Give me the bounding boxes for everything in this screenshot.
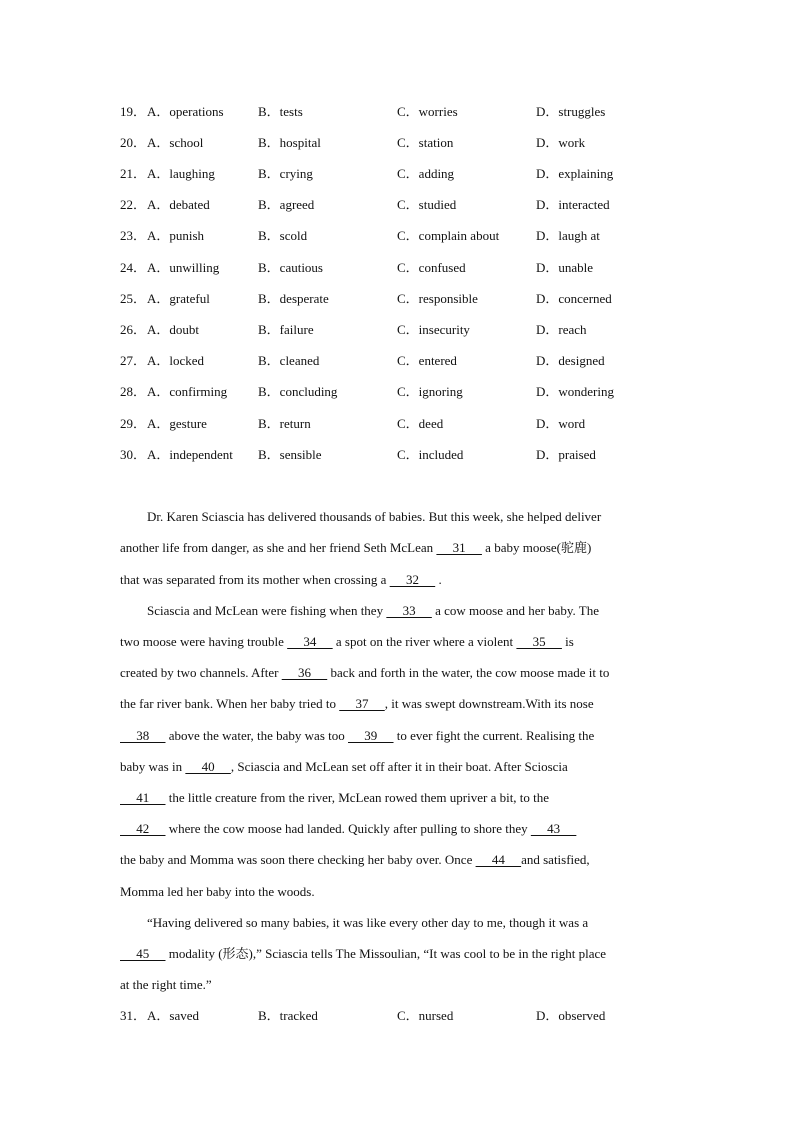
option-a: A．gesture <box>147 416 207 431</box>
option-d: D．observed <box>536 1008 606 1023</box>
option-a: A．doubt <box>147 322 200 337</box>
passage-line <box>120 850 676 870</box>
text: to ever fight the current. Realising the <box>393 728 595 743</box>
option-d: D．concerned <box>536 291 612 306</box>
option-b: B．cleaned <box>258 353 320 368</box>
text: two moose were having trouble <box>120 634 288 649</box>
question-number: 31． <box>120 1008 147 1023</box>
text: Dr. Karen Sciascia has delivered thousands of babies. But this week, she helped deliver <box>147 509 602 524</box>
blank-34: 34 <box>287 634 333 649</box>
passage-line <box>120 882 676 902</box>
option-c: C．insecurity <box>397 322 470 337</box>
option-d: D．designed <box>536 353 605 368</box>
option-d: D．wondering <box>536 384 614 399</box>
option-b: B．failure <box>258 322 314 337</box>
option-a: A．school <box>147 135 204 150</box>
passage-line <box>120 538 676 558</box>
option-c: C．deed <box>397 416 444 431</box>
blank-33: 33 <box>386 603 432 618</box>
option-c: C．nursed <box>397 1008 454 1023</box>
option-b: B．concluding <box>258 384 338 399</box>
blank-39: 39 <box>348 728 394 743</box>
option-c: C．confused <box>397 260 466 275</box>
option-d: D．praised <box>536 447 596 462</box>
option-c: C．responsible <box>397 291 478 306</box>
blank-35: 35 <box>516 634 562 649</box>
option-a: A．operations <box>147 104 224 119</box>
blank-38: 38 <box>120 728 166 743</box>
option-a: A．grateful <box>147 291 210 306</box>
option-a: A．laughing <box>147 166 215 181</box>
question-number: 20． <box>120 135 147 150</box>
option-a: A．locked <box>147 353 205 368</box>
option-a: A．unwilling <box>147 260 220 275</box>
option-d: D．reach <box>536 322 587 337</box>
blank-42: 42 <box>120 821 166 836</box>
passage-line <box>120 975 676 995</box>
text: that was separated from its mother when crossing a <box>120 572 390 587</box>
text: the baby and Momma was soon there checking her baby over. Once <box>120 852 476 867</box>
text: where the cow moose had landed. Quickly after pulling to shore they <box>165 821 531 836</box>
option-a: A．confirming <box>147 384 228 399</box>
option-c: C．worries <box>397 104 458 119</box>
question-number: 27． <box>120 353 147 368</box>
text: a baby moose(驼鹿) <box>481 540 592 555</box>
blank-37: 37 <box>339 696 385 711</box>
blank-45: 45 <box>120 946 166 961</box>
text: above the water, the baby was too <box>165 728 349 743</box>
question-number: 26． <box>120 322 147 337</box>
text: a spot on the river where a violent <box>332 634 517 649</box>
passage-line <box>120 663 676 683</box>
option-b: B．tests <box>258 104 303 119</box>
passage-line <box>120 726 676 746</box>
text: the far river bank. When her baby tried to <box>120 696 340 711</box>
passage-line <box>120 694 676 714</box>
option-d: D．unable <box>536 260 594 275</box>
text: , Sciascia and McLean set off after it in their boat. After Scioscia <box>230 759 568 774</box>
text: is <box>561 634 574 649</box>
passage-line <box>120 788 676 808</box>
option-a: A．independent <box>147 447 233 462</box>
passage-line <box>120 632 676 652</box>
text: baby was in <box>120 759 186 774</box>
text: a cow moose and her baby. The <box>431 603 599 618</box>
option-c: C．ignoring <box>397 384 463 399</box>
question-number: 24． <box>120 260 147 275</box>
blank-41: 41 <box>120 790 166 805</box>
option-b: B．crying <box>258 166 313 181</box>
blank-32: 32 <box>389 572 436 587</box>
option-b: B．cautious <box>258 260 323 275</box>
option-c: C．entered <box>397 353 457 368</box>
passage-line <box>120 570 676 590</box>
option-b: B．desperate <box>258 291 329 306</box>
option-b: B．tracked <box>258 1008 318 1023</box>
text: back and forth in the water, the cow moose made it to <box>327 665 610 680</box>
passage-line <box>147 507 676 527</box>
question-number: 25． <box>120 291 147 306</box>
option-c: C．adding <box>397 166 455 181</box>
option-d: D．struggles <box>536 104 606 119</box>
blank-40: 40 <box>185 759 231 774</box>
question-number: 19． <box>120 104 147 119</box>
text: Sciascia and McLean were fishing when they <box>147 603 387 618</box>
option-d: D．work <box>536 135 586 150</box>
passage-line <box>120 944 676 964</box>
passage-line <box>120 757 676 777</box>
text: , it was swept downstream.With its nose <box>384 696 594 711</box>
question-number: 29． <box>120 416 147 431</box>
option-c: C．station <box>397 135 454 150</box>
option-a: A．punish <box>147 228 205 243</box>
option-d: D．interacted <box>536 197 610 212</box>
text: and satisfied, <box>521 852 590 867</box>
option-d: D．explaining <box>536 166 614 181</box>
option-b: B．sensible <box>258 447 322 462</box>
option-d: D．word <box>536 416 586 431</box>
question-number: 30． <box>120 447 147 462</box>
question-number: 21． <box>120 166 147 181</box>
option-c: C．studied <box>397 197 457 212</box>
blank-31: 31 <box>436 540 482 555</box>
text: another life from danger, as she and her friend Seth McLean <box>120 540 437 555</box>
option-c: C．complain about <box>397 228 500 243</box>
blank-44: 44 <box>475 852 522 867</box>
question-number: 23． <box>120 228 147 243</box>
text: modality (形态),” Sciascia tells The Missoulian, “It was cool to be in the right place <box>165 946 607 961</box>
text: the little creature from the river, McLean rowed them upriver a bit, to the <box>165 790 550 805</box>
passage-line <box>147 601 676 621</box>
passage-line <box>120 819 676 839</box>
option-c: C．included <box>397 447 464 462</box>
option-a: A．debated <box>147 197 210 212</box>
option-b: B．scold <box>258 228 308 243</box>
passage-line <box>147 913 676 933</box>
blank-43: 43 <box>530 821 577 836</box>
option-d: D．laugh at <box>536 228 600 243</box>
blank-36: 36 <box>281 665 328 680</box>
option-a: A．saved <box>147 1008 199 1023</box>
option-b: B．return <box>258 416 311 431</box>
text: “Having delivered so many babies, it was like every other day to me, though it was a <box>147 915 589 930</box>
text: created by two channels. After <box>120 665 282 680</box>
option-b: B．hospital <box>258 135 321 150</box>
text: . <box>435 572 442 587</box>
question-number: 28． <box>120 384 147 399</box>
text: at the right time.” <box>120 977 212 992</box>
option-b: B．agreed <box>258 197 315 212</box>
question-number: 22． <box>120 197 147 212</box>
text: Momma led her baby into the woods. <box>120 884 315 899</box>
